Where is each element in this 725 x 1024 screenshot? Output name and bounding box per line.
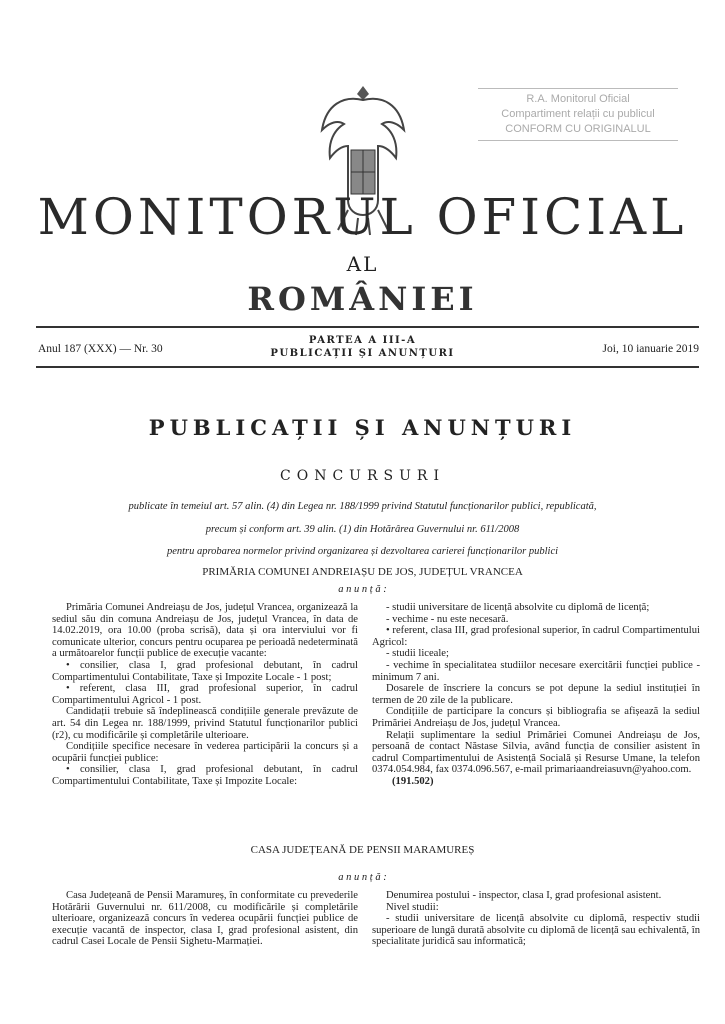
legal-basis-line: precum și conform art. 39 alin. (1) din Hotărârea Guvernului nr. 611/2008 bbox=[205, 524, 520, 535]
stamp-line: Compartiment relații cu publicul bbox=[501, 108, 655, 120]
announcement-left-column bbox=[52, 890, 358, 948]
publication-country: ROMÂNIEI bbox=[247, 280, 478, 318]
announcement-right-column bbox=[372, 890, 700, 948]
announces-label: a n u n ț ă : bbox=[338, 584, 387, 595]
paragraph: Condițiile specifice necesare în vederea participării la concurs și a ocupării funcției publice: bbox=[52, 741, 358, 764]
issue-number: Anul 187 (XXX) — Nr. 30 bbox=[38, 343, 163, 355]
announcement-left-column bbox=[52, 602, 358, 788]
issue-date: Joi, 10 ianuarie 2019 bbox=[602, 343, 699, 355]
paragraph: Candidații trebuie să îndeplinească condițiile generale prevăzute de art. 54 din Legea nr. 188/1999, privind Statutul funcționarilor publici (r2), cu modificările și completările ulterioare. bbox=[52, 706, 358, 741]
publication-title: MONITORUL OFICIAL bbox=[37, 188, 688, 246]
paragraph: Condițiile de participare la concurs și bibliografia se afișează la sediul Primăriei Andreiașu de Jos, județul Vrancea. bbox=[372, 706, 700, 729]
announcement-right-column bbox=[372, 602, 700, 788]
paragraph: - vechime - nu este necesară. bbox=[386, 613, 509, 625]
paragraph: • consilier, clasa I, grad profesional debutant, în cadrul Compartimentului Contabilitate, Taxe și Impozite Locale: bbox=[52, 764, 358, 787]
header-rule-top bbox=[36, 326, 699, 328]
paragraph: Relații suplimentare la sediul Primăriei Comunei Andreiașu de Jos, persoană de contact Năstase Silvia, având funcția de consilier asistent în cadrul Compartimentului de Asistență Socială și Resurse Umane, la telefon 0374.054.984, fax 0374.096.567, e-mail primariaandreiasuvn@yahoo.com. bbox=[372, 729, 700, 776]
announces-label: a n u n ț ă : bbox=[338, 872, 387, 883]
conformity-stamp bbox=[478, 88, 678, 141]
paragraph: - vechime în specialitatea studiilor necesare exercitării funcției publice - minimum 7 ani. bbox=[372, 659, 700, 683]
paragraph: Casa Județeană de Pensii Maramureș, în conformitate cu prevederile Hotărârii Guvernului nr. 611/2008, cu modificările și completările ulterioare, organizează concurs în vederea ocupării funcției publice de execuție vacantă de inspector, clasa I, grad profesional asistent, din cadrul Casei Locale de Pensii Sighetu-Marmației. bbox=[52, 890, 358, 948]
publication-subtitle-al: AL bbox=[346, 252, 379, 276]
stamp-line: CONFORM CU ORIGINALUL bbox=[505, 123, 651, 135]
paragraph: Nivel studii: bbox=[386, 901, 439, 913]
paragraph: • consilier, clasa I, grad profesional debutant, în cadrul Compartimentului Contabilitate, Taxe și Impozite Locale - 1 post; bbox=[52, 659, 358, 683]
part-number: PARTEA A III-A bbox=[308, 335, 417, 346]
paragraph: Denumirea postului - inspector, clasa I, grad profesional asistent. bbox=[386, 890, 662, 901]
institution-name: PRIMĂRIA COMUNEI ANDREIAȘU DE JOS, JUDEȚUL VRANCEA bbox=[202, 566, 523, 578]
part-title: PUBLICAȚII ȘI ANUNȚURI bbox=[270, 348, 455, 359]
reference-number: (191.502) bbox=[392, 775, 434, 787]
paragraph: - studii liceale; bbox=[386, 648, 449, 660]
category-title: CONCURSURI bbox=[280, 468, 445, 484]
paragraph: Dosarele de înscriere la concurs se pot depune la sediul instituției în termen de 20 zile de la publicare. bbox=[372, 683, 700, 706]
paragraph: • referent, clasa III, grad profesional superior, în cadrul Compartimentului Agricol - 1 post. bbox=[52, 683, 358, 706]
paragraph: • referent, clasa III, grad profesional superior, în cadrul Compartimentului Agricol: bbox=[372, 625, 700, 648]
institution-name: CASA JUDEȚEANĂ DE PENSII MARAMUREȘ bbox=[250, 844, 475, 856]
paragraph: Primăria Comunei Andreiașu de Jos, județul Vrancea, organizează la sediul său din comuna Andreiașu de Jos, județul Vrancea, în data de 14.02.2019, ora 10.00 (proba scrisă), data și ora interviului vor fi comunicate ulterior, concurs pentru ocuparea pe perioadă nedeterminată a următoarelor funcții publice de execuție vacante: bbox=[52, 602, 358, 660]
stamp-line: R.A. Monitorul Oficial bbox=[526, 93, 630, 105]
header-rule-bottom bbox=[36, 366, 699, 368]
paragraph: - studii universitare de licență absolvite cu diplomă de licență; bbox=[386, 602, 650, 613]
section-title: PUBLICAȚII ȘI ANUNȚURI bbox=[148, 415, 577, 440]
legal-basis-line: publicate în temeiul art. 57 alin. (4) din Legea nr. 188/1999 privind Statutul funcționarilor publici, republicată, bbox=[128, 501, 597, 512]
legal-basis-line: pentru aprobarea normelor privind organizarea și dezvoltarea carierei funcționarilor publici bbox=[166, 546, 559, 557]
paragraph: - studii universitare de licență absolvite cu diplomă, respectiv studii superioare de lungă durată absolvite cu diplomă de licență sau echivalentă, în specialitate juridică sau informatică; bbox=[372, 913, 700, 948]
